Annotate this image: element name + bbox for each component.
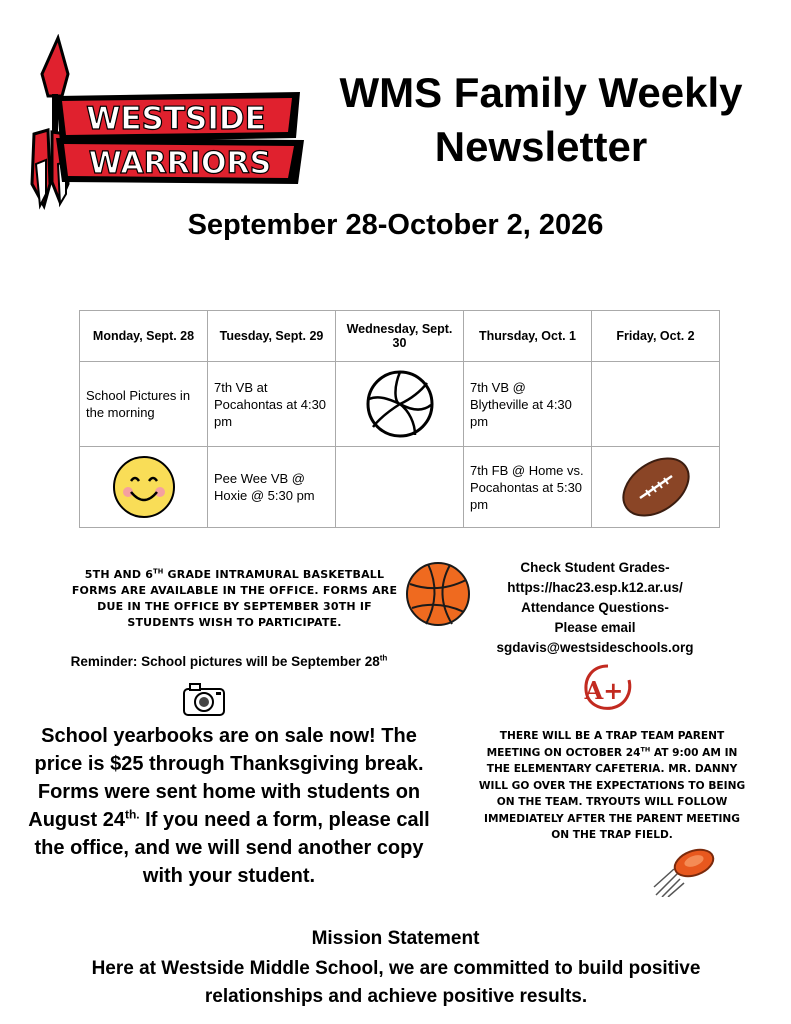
- title-line1: WMS Family Weekly: [339, 69, 743, 116]
- week-range: September 28-October 2, 2026: [187, 209, 604, 241]
- table-header-row: [80, 311, 720, 362]
- smiley-face-icon: [111, 454, 177, 520]
- title-line2: Newsletter: [434, 123, 648, 170]
- newsletter-title: [318, 66, 764, 174]
- mission-statement-text: Here at Westside Middle School, we are committed to build positive relationships and achieve positive results.: [91, 958, 701, 1007]
- attendance-email[interactable]: sgdavis@westsideschools.org: [496, 640, 694, 655]
- header-wednesday: Wednesday, Sept. 30: [336, 311, 464, 362]
- basketball-forms-notice: 5TH AND 6TH GRADE INTRAMURAL BASKETBALL FORMS ARE AVAILABLE IN THE OFFICE. FORMS ARE DUE IN THE OFFICE BY SEPTEMBER 30TH IF STUDENTS WISH TO PARTICIPATE.: [71, 567, 398, 629]
- header-tuesday: Tuesday, Sept. 29: [208, 311, 336, 362]
- header-friday: Friday, Oct. 2: [592, 311, 720, 362]
- attendance-label: Attendance Questions-: [521, 600, 669, 615]
- table-row: [80, 362, 720, 447]
- camera-icon: [182, 681, 226, 717]
- table-row: [80, 447, 720, 528]
- cell-wed-row2: [336, 447, 464, 528]
- cell-mon-row1: School Pictures in the morning: [80, 362, 208, 447]
- cell-wed-row1: [336, 362, 464, 447]
- email-label: Please email: [554, 620, 636, 635]
- yearbook-sale-notice: School yearbooks are on sale now! The price is $25 through Thanksgiving break. Forms were sent home with students on August $24^{th.}$ If you need a form, please call the office, and we will send another copy with your student.: [28, 725, 430, 887]
- cell-thu-row2: 7th FB @ Home vs. Pocahontas at 5:30 pm: [464, 447, 592, 528]
- mission-statement-title: Mission Statement: [311, 928, 480, 949]
- cell-fri-row1: [592, 362, 720, 447]
- trap-team-meeting-notice: THERE WILL BE A TRAP TEAM PARENT MEETING ON OCTOBER 24TH AT 9:00 AM IN THE ELEMENTARY CAFETERIA. MR. DANNY WILL GO OVER THE EXPECTATIONS TO BEING ON THE TEAM. TRYOUTS WILL FOLLOW IMMEDIATELY AFTER THE PARENT MEETING ON THE TRAP FIELD.: [478, 730, 746, 841]
- header-thursday: Thursday, Oct. 1: [464, 311, 592, 362]
- basketball-icon: [404, 560, 472, 628]
- cell-tue-row1: 7th VB at Pocahontas at 4:30 pm: [208, 362, 336, 447]
- grades-url[interactable]: https://hac23.esp.k12.ar.us/: [507, 580, 683, 595]
- contact-info: [470, 558, 720, 658]
- grades-label: Check Student Grades-: [520, 560, 670, 575]
- cell-fri-row2: [592, 447, 720, 528]
- clay-target-icon: [652, 843, 718, 897]
- a-plus-text: A+: [584, 676, 624, 705]
- football-icon: [616, 454, 696, 520]
- cell-thu-row1: 7th VB @ Blytheville at 4:30 pm: [464, 362, 592, 447]
- cell-tue-row2: Pee Wee VB @ Hoxie @ 5:30 pm: [208, 447, 336, 528]
- a-plus-grade-icon: [582, 662, 634, 712]
- weekly-schedule-table: [79, 310, 720, 528]
- westside-warriors-logo: [26, 34, 308, 210]
- logo-line1: WESTSIDE: [86, 101, 266, 137]
- school-pictures-reminder: Reminder: School pictures will be September 28th: [70, 653, 388, 669]
- volleyball-icon: [365, 369, 435, 439]
- header-monday: Monday, Sept. 28: [80, 311, 208, 362]
- logo-line2: WARRIORS: [88, 146, 272, 181]
- cell-mon-row2: [80, 447, 208, 528]
